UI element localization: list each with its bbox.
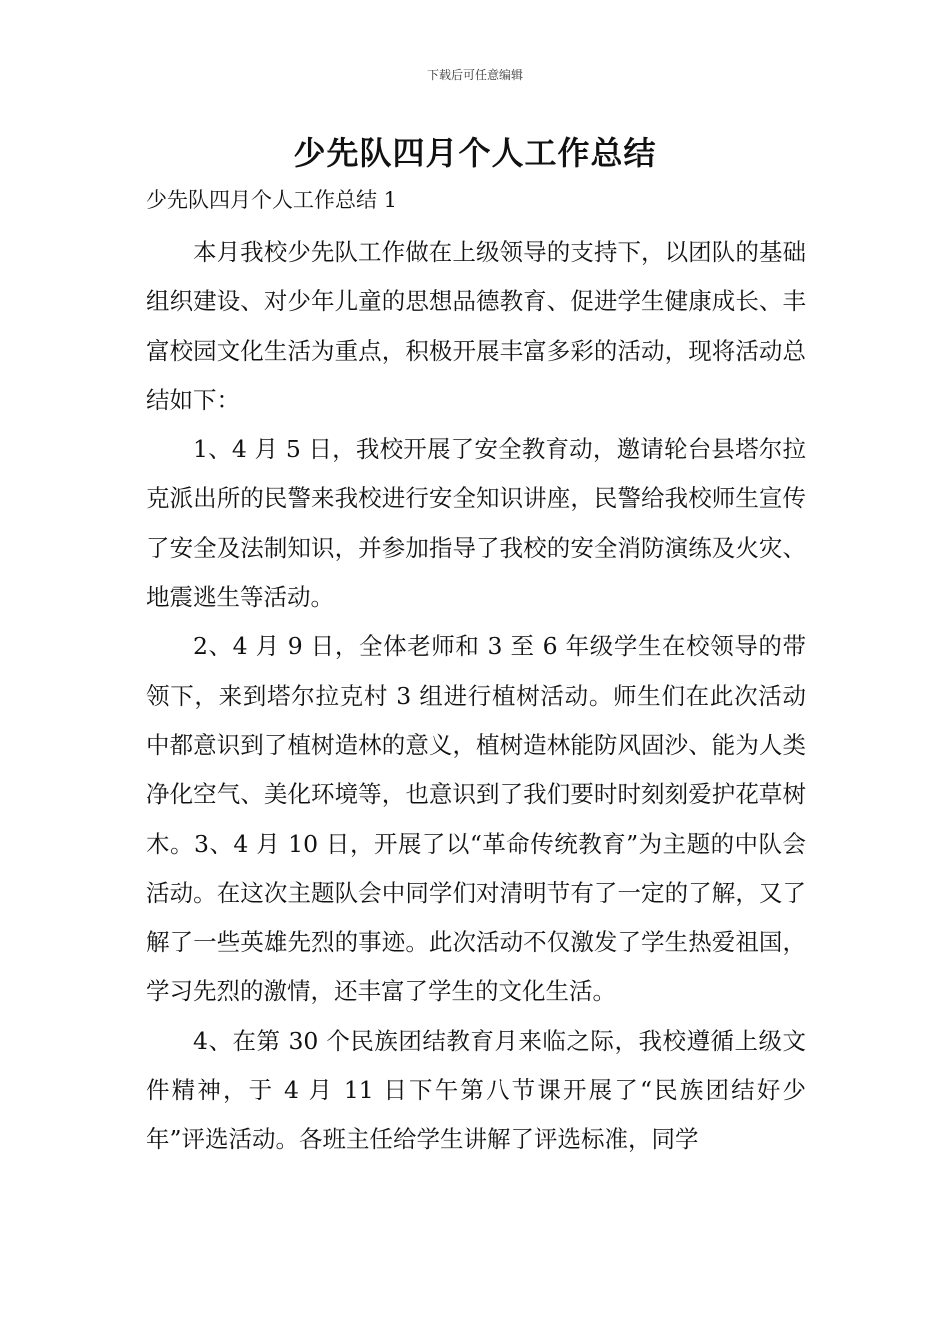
paragraph-item-4: 4、在第 30 个民族团结教育月来临之际，我校遵循上级文件精神，于 4 月 11 日下午第八节课开展了“民族团结好少年”评选活动。各班主任给学生讲解了评选标准，同学 [146,1026,806,1154]
paragraph-item-2-3: 2、4 月 9 日，全体老师和 3 至 6 年级学生在校领导的带领下，来到塔尔拉克村 3 组进行植树活动。师生们在此次活动中都意识到了植树造林的意义，植树造林能防风固沙、能为人类净化空气、美化环境等，也意识到了我们要时时刻刻爱护花草树木。3、4 月 10 日，开展了以“革命传统教育”为主题的中队会活动。在这次主题队会中同学们对清明节有了一定的了解，又了解了一些英雄先烈的事迹。此次活动不仅激发了学生热爱祖国，学习先烈的激情，还丰富了学生的文化生活。 [146,632,806,1006]
paragraph-intro: 本月我校少先队工作做在上级领导的支持下，以团队的基础组织建设、对少年儿童的思想品德教育、促进学生健康成长、丰富校园文化生活为重点，积极开展丰富多彩的活动，现将活动总结如下： [146,238,806,414]
document-title: 少先队四月个人工作总结 [293,134,657,172]
paragraph-item-1: 1、4 月 5 日，我校开展了安全教育动，邀请轮台县塔尔拉克派出所的民警来我校进行安全知识讲座，民警给我校师生宣传了安全及法制知识，并参加指导了我校的安全消防演练及火灾、地震逃生等活动。 [146,435,806,612]
document-subtitle: 少先队四月个人工作总结 1 [146,188,398,212]
document-body [146,228,806,1165]
page-header-note: 下载后可任意编辑 [426,68,523,82]
